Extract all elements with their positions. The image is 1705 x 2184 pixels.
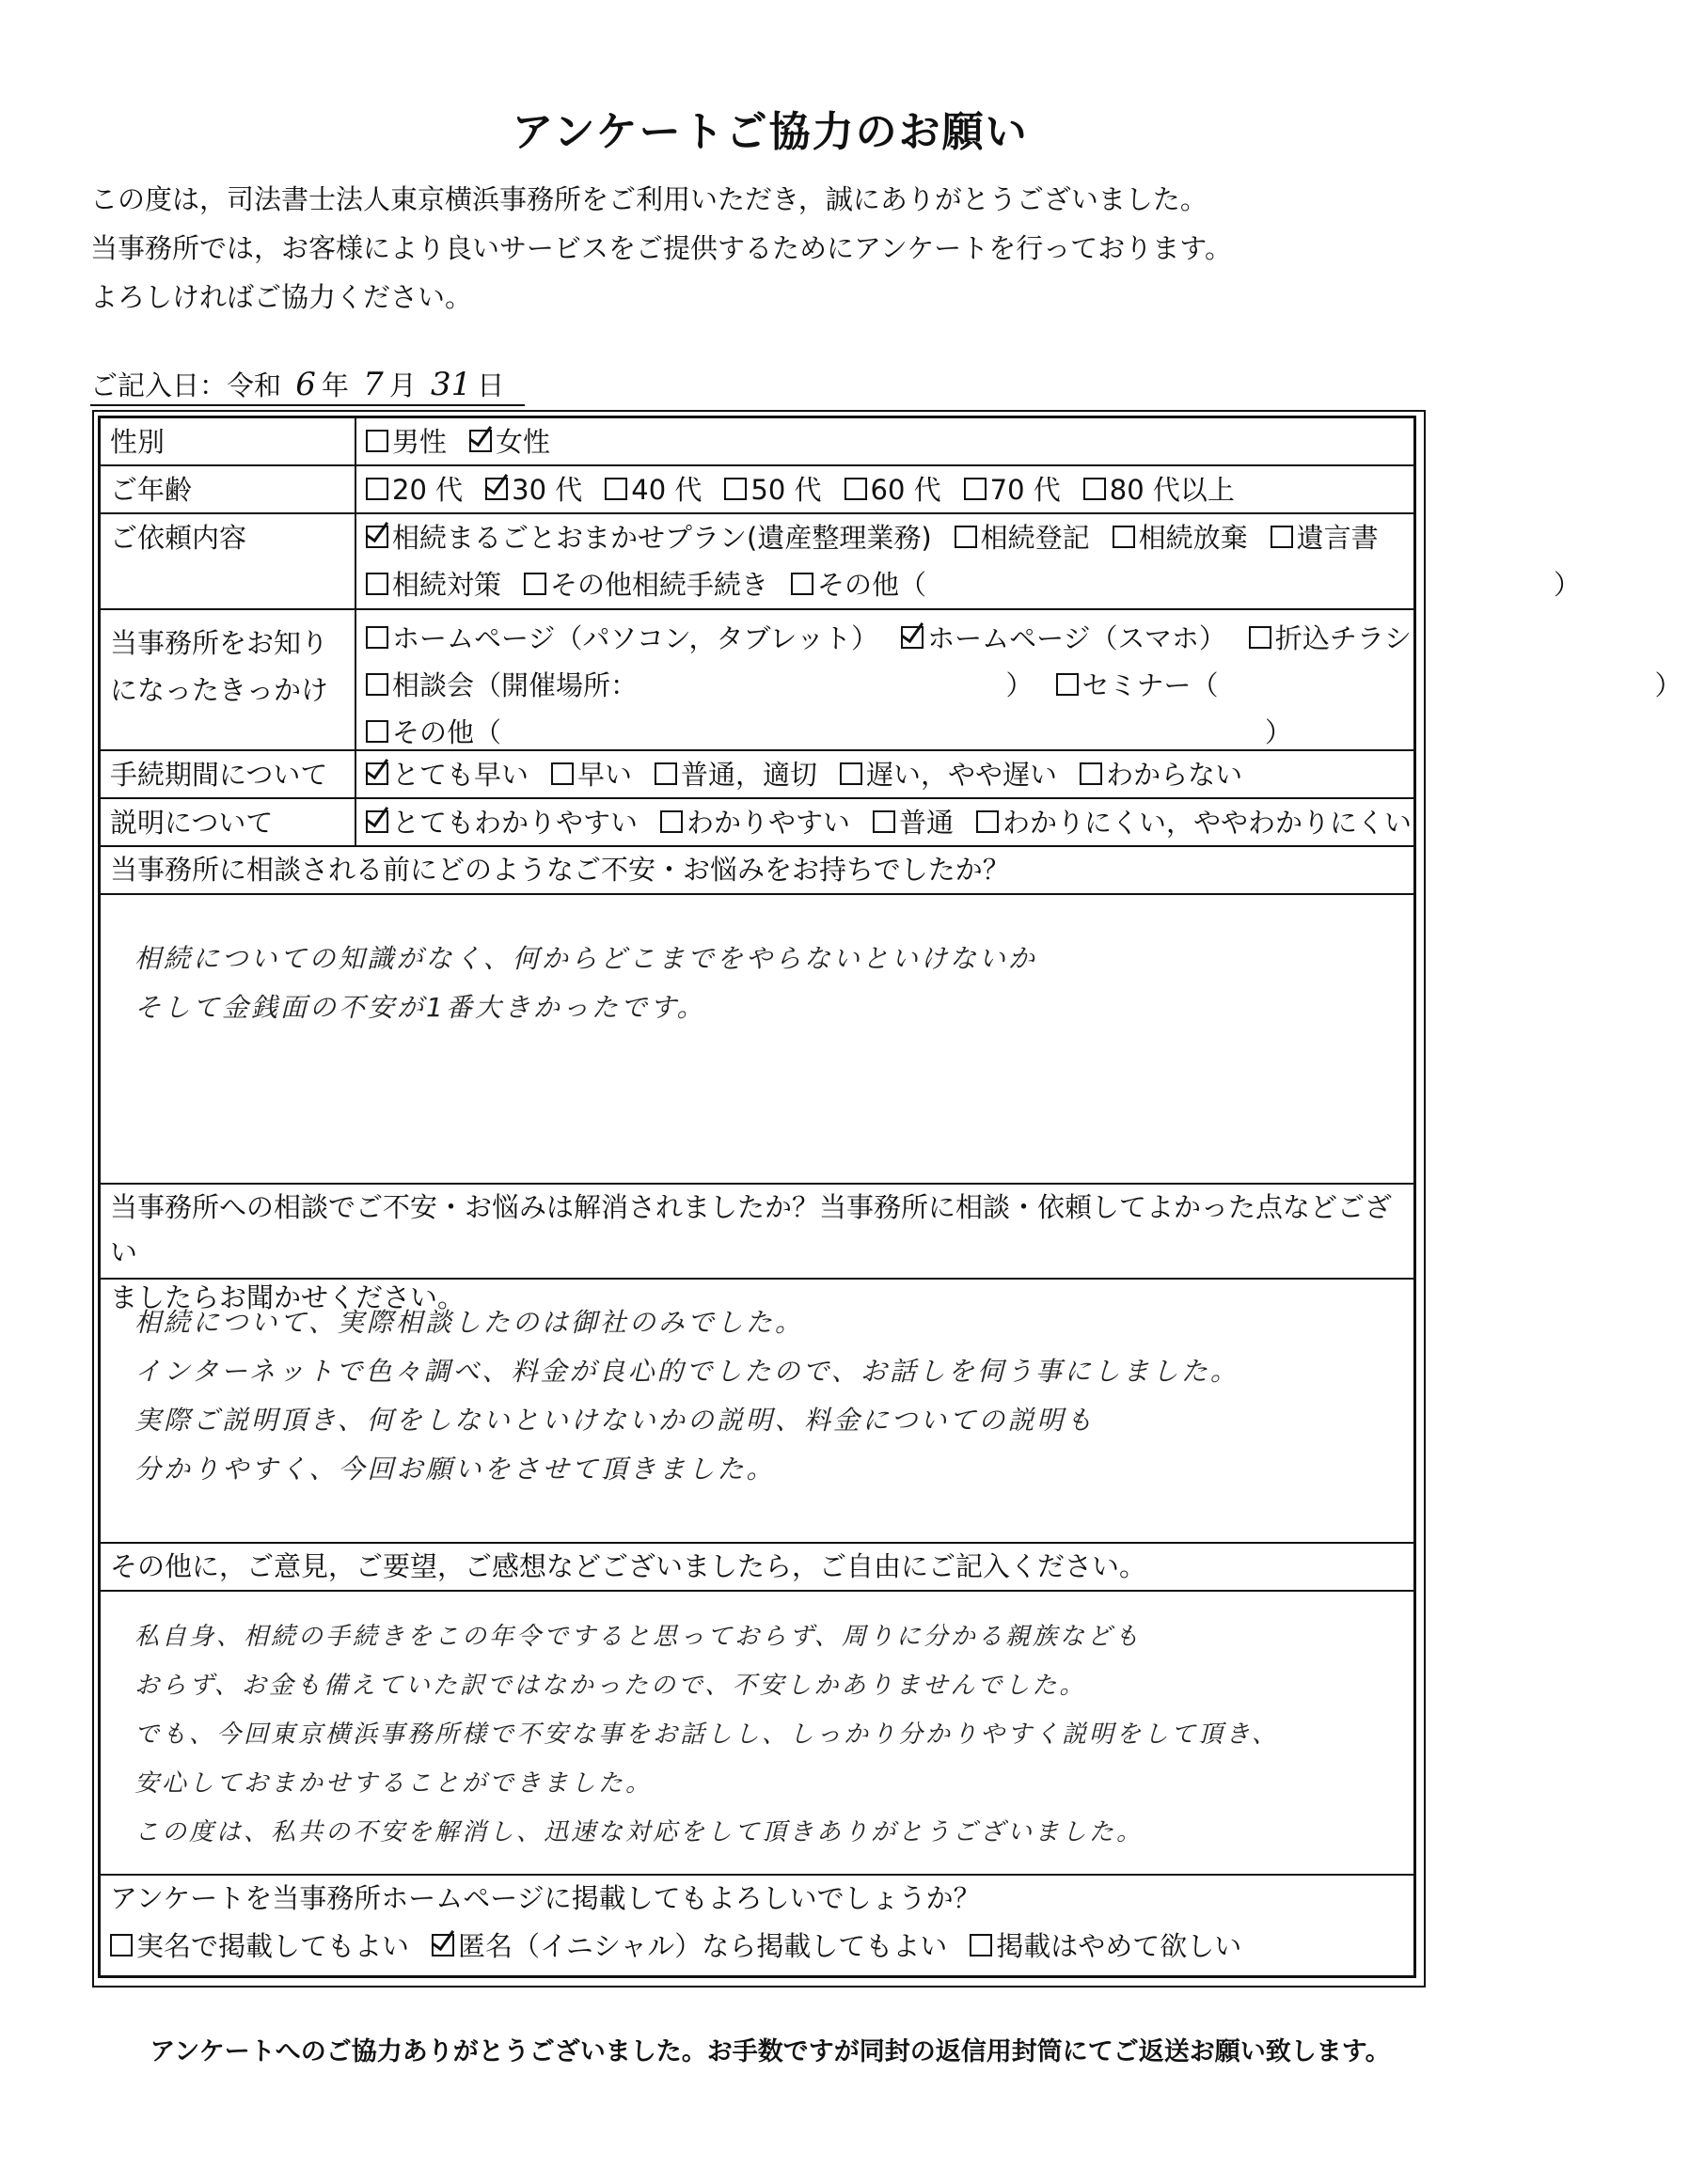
checkbox-option[interactable] bbox=[366, 561, 501, 608]
checkbox-icon[interactable] bbox=[964, 478, 987, 500]
consent-question: アンケートを当事務所ホームページに掲載してもよろしいでしょうか？ bbox=[110, 1882, 981, 1914]
q2-question-line: 当事務所への相談でご不安・お悩みは解消されましたか？当事務所に相談・依頼してよかった点などござい bbox=[110, 1191, 1393, 1268]
day-unit: 日 bbox=[477, 369, 505, 401]
handwritten-line: 相続についての知識がなく、何からどこまでをやらないといけないか bbox=[134, 943, 1037, 974]
date-label: ご記入日：令和 bbox=[90, 369, 282, 401]
source-line bbox=[366, 615, 1705, 662]
checked-box-icon[interactable] bbox=[366, 810, 388, 833]
checkbox-option[interactable] bbox=[840, 751, 1057, 798]
checked-box-icon[interactable] bbox=[366, 762, 388, 785]
checkbox-icon[interactable] bbox=[366, 478, 388, 500]
source-label-line: 当事務所をお知り bbox=[110, 627, 329, 659]
q2-answer bbox=[134, 1298, 1239, 1494]
checkbox-option[interactable] bbox=[1271, 514, 1379, 561]
handwritten-line: そして金銭面の不安が1番大きかったです。 bbox=[134, 992, 706, 1023]
checkbox-option[interactable] bbox=[366, 799, 638, 846]
option-label: 匿名（イニシャル）なら掲載してもよい bbox=[458, 1930, 948, 1962]
option-label: 男性 bbox=[392, 426, 448, 458]
checkbox-icon[interactable] bbox=[1080, 762, 1102, 785]
date-month[interactable]: 7 bbox=[363, 366, 384, 403]
gender-row bbox=[101, 418, 1413, 466]
entry-date bbox=[90, 365, 504, 403]
option-label: 70 代 bbox=[989, 474, 1061, 506]
option-label: 掲載はやめて欲しい bbox=[996, 1930, 1242, 1962]
handwritten-line: 実際ご説明頂き、何をしないといけないかの説明、料金についての説明も bbox=[134, 1405, 1096, 1436]
checkbox-icon[interactable] bbox=[1113, 526, 1135, 548]
handwritten-line: 分かりやすく、今回お願いをさせて頂きました。 bbox=[134, 1453, 776, 1485]
date-day[interactable]: 31 bbox=[430, 366, 472, 403]
q3-question-row bbox=[101, 1544, 1413, 1592]
checkbox-option[interactable] bbox=[655, 751, 817, 798]
consent-options bbox=[110, 1923, 1264, 1970]
intro-line: よろしければご協力ください。 bbox=[90, 281, 473, 313]
handwritten-line: 相続について、実際相談したのは御社のみでした。 bbox=[134, 1307, 804, 1338]
gender-label: 性別 bbox=[101, 418, 356, 464]
source-row bbox=[101, 610, 1682, 751]
option-label: 30 代 bbox=[512, 474, 583, 506]
option-label: ホームページ（スマホ） bbox=[927, 622, 1226, 654]
checkbox-option[interactable] bbox=[955, 514, 1090, 561]
checkbox-icon[interactable] bbox=[724, 478, 747, 500]
checked-box-icon[interactable] bbox=[366, 526, 388, 548]
checkbox-option[interactable] bbox=[366, 418, 447, 465]
option-label: 20 代 bbox=[392, 474, 464, 506]
checkbox-icon[interactable] bbox=[366, 573, 388, 595]
consent-row bbox=[101, 1876, 1413, 1975]
option-label: 相続対策 bbox=[392, 569, 502, 601]
source-label bbox=[101, 610, 356, 749]
source-line bbox=[366, 662, 1705, 709]
checkbox-icon[interactable] bbox=[110, 1934, 133, 1956]
option-label: 遺言書 bbox=[1296, 522, 1379, 554]
checked-box-icon[interactable] bbox=[485, 478, 508, 500]
checkbox-icon[interactable] bbox=[1083, 478, 1106, 500]
option-label: 相続登記 bbox=[980, 522, 1090, 554]
checkbox-option[interactable] bbox=[1080, 751, 1242, 798]
checkbox-icon[interactable] bbox=[840, 762, 862, 785]
date-underline bbox=[90, 404, 525, 406]
handwritten-line: おらず、お金も備えていた訳ではなかったので、不安しかありませんでした。 bbox=[134, 1672, 1087, 1700]
checkbox-icon[interactable] bbox=[655, 762, 677, 785]
checkbox-icon[interactable] bbox=[1056, 673, 1079, 696]
checkbox-option[interactable] bbox=[901, 615, 1226, 662]
checkbox-option[interactable] bbox=[1056, 662, 1682, 709]
option-label: わからない bbox=[1106, 759, 1243, 791]
checkbox-option[interactable] bbox=[366, 709, 1292, 756]
checkbox-icon[interactable] bbox=[791, 573, 813, 595]
checkbox-option[interactable] bbox=[551, 751, 632, 798]
explanation-options bbox=[366, 799, 1434, 846]
year-unit: 年 bbox=[321, 369, 349, 401]
option-label: 普通 bbox=[899, 807, 955, 839]
checkbox-icon[interactable] bbox=[366, 673, 388, 696]
period-label: 手続期間について bbox=[101, 751, 356, 797]
option-label: 50 代 bbox=[750, 474, 822, 506]
option-label: 相続まるごとおまかせプラン(遺産整理業務) bbox=[392, 522, 932, 554]
source-options bbox=[366, 610, 1705, 756]
checkbox-icon[interactable] bbox=[873, 810, 895, 833]
checkbox-icon[interactable] bbox=[845, 478, 867, 500]
q2-answer-area[interactable] bbox=[101, 1280, 1413, 1544]
intro-line: この度は，司法書士法人東京横浜事務所をご利用いただき，誠にありがとうございました。 bbox=[90, 183, 1208, 215]
age-row bbox=[101, 466, 1413, 514]
checkbox-icon[interactable] bbox=[605, 478, 627, 500]
checkbox-option[interactable] bbox=[485, 466, 582, 513]
intro-text bbox=[90, 175, 1232, 322]
checkbox-option[interactable] bbox=[605, 466, 702, 513]
checkbox-option[interactable] bbox=[366, 662, 1034, 709]
checkbox-option[interactable] bbox=[1249, 615, 1412, 662]
source-label-line: になったきっかけ bbox=[110, 674, 329, 706]
checkbox-option[interactable] bbox=[366, 466, 463, 513]
option-label: 折込チラシ bbox=[1274, 622, 1412, 654]
checkbox-icon[interactable] bbox=[366, 430, 388, 452]
page-title: アンケートご協力のお願い bbox=[512, 108, 1029, 156]
option-label: 80 代以上 bbox=[1109, 474, 1235, 506]
option-label: 遅い，やや遅い bbox=[866, 759, 1058, 791]
request-row bbox=[101, 514, 1582, 610]
month-unit: 月 bbox=[388, 369, 417, 401]
option-label: とても早い bbox=[392, 759, 529, 791]
q2-question-row bbox=[101, 1185, 1413, 1313]
option-label: 相談会（開催場所： ） bbox=[392, 669, 1034, 701]
option-label: 女性 bbox=[496, 426, 551, 458]
checkbox-icon[interactable] bbox=[976, 810, 999, 833]
q1-question: 当事務所に相談される前にどのようなご不安・お悩みをお持ちでしたか？ bbox=[110, 854, 1010, 886]
date-year[interactable]: 6 bbox=[295, 366, 316, 403]
checkbox-icon[interactable] bbox=[366, 720, 388, 743]
handwritten-line: インターネットで色々調べ、料金が良心的でしたので、お話しを伺う事にしました。 bbox=[134, 1356, 1239, 1387]
option-label: その他（ ） bbox=[817, 569, 1582, 601]
q1-answer-area[interactable] bbox=[101, 895, 1413, 1185]
checkbox-option[interactable] bbox=[1083, 466, 1235, 513]
checkbox-icon[interactable] bbox=[551, 762, 574, 785]
survey-form bbox=[98, 416, 1682, 1978]
handwritten-line: 私自身、相続の手続きをこの年令ですると思っておらず、周りに分かる親族なども bbox=[134, 1623, 1142, 1651]
footer-thanks: アンケートへのご協力ありがとうございました。お手数ですが同封の返信用封筒にてご返送お願い致します。 bbox=[150, 2037, 1391, 2066]
checked-box-icon[interactable] bbox=[901, 626, 924, 649]
request-label: ご依頼内容 bbox=[101, 514, 356, 608]
checkbox-option[interactable] bbox=[366, 751, 529, 798]
checkbox-option[interactable] bbox=[1113, 514, 1248, 561]
q2-question-line: ましたらお聞かせください。 bbox=[110, 1281, 466, 1313]
checkbox-icon[interactable] bbox=[1271, 526, 1293, 548]
checkbox-option[interactable] bbox=[469, 418, 550, 465]
q3-answer bbox=[134, 1612, 1279, 1857]
checkbox-icon[interactable] bbox=[366, 626, 388, 649]
handwritten-line: この度は、私共の不安を解消し、迅速な対応をして頂きありがとうございました。 bbox=[134, 1818, 1145, 1846]
handwritten-line: 安心しておまかせすることができました。 bbox=[134, 1769, 654, 1798]
checkbox-icon[interactable] bbox=[970, 1934, 992, 1956]
q3-question: その他に，ご意見，ご要望，ご感想などございましたら，ご自由にご記入ください。 bbox=[110, 1550, 1147, 1582]
checkbox-option[interactable] bbox=[432, 1923, 947, 1970]
checkbox-option[interactable] bbox=[524, 561, 768, 608]
checkbox-option[interactable] bbox=[976, 799, 1412, 846]
option-label: 40 代 bbox=[631, 474, 703, 506]
checkbox-option[interactable] bbox=[724, 466, 821, 513]
q1-question-row bbox=[101, 847, 1413, 895]
option-label: その他相続手続き bbox=[550, 569, 769, 601]
request-line bbox=[366, 561, 1603, 608]
option-label: わかりにくい，ややわかりにくい bbox=[1002, 807, 1413, 839]
checkbox-option[interactable] bbox=[845, 466, 941, 513]
period-row bbox=[101, 751, 1413, 799]
option-label: 実名で掲載してもよい bbox=[136, 1930, 410, 1962]
age-label: ご年齢 bbox=[101, 466, 356, 512]
checkbox-option[interactable] bbox=[660, 799, 850, 846]
period-options bbox=[366, 751, 1265, 798]
checkbox-option[interactable] bbox=[873, 799, 954, 846]
checked-box-icon[interactable] bbox=[469, 430, 492, 452]
age-options bbox=[366, 466, 1257, 513]
request-options bbox=[366, 514, 1603, 608]
option-label: わかりやすい bbox=[687, 807, 851, 839]
checkbox-option[interactable] bbox=[366, 615, 878, 662]
intro-line: 当事務所では，お客様により良いサービスをご提供するためにアンケートを行っております。 bbox=[90, 232, 1232, 264]
option-label: 早い bbox=[577, 759, 633, 791]
explanation-row bbox=[101, 799, 1413, 847]
checked-box-icon[interactable] bbox=[432, 1934, 454, 1956]
checkbox-icon[interactable] bbox=[1249, 626, 1271, 649]
checkbox-option[interactable] bbox=[110, 1923, 409, 1970]
checkbox-option[interactable] bbox=[366, 514, 932, 561]
checkbox-icon[interactable] bbox=[955, 526, 977, 548]
checkbox-option[interactable] bbox=[964, 466, 1061, 513]
option-label: 60 代 bbox=[870, 474, 941, 506]
request-line bbox=[366, 514, 1603, 561]
checkbox-icon[interactable] bbox=[524, 573, 546, 595]
option-label: 相続放棄 bbox=[1138, 522, 1248, 554]
option-label: その他（ ） bbox=[392, 716, 1293, 748]
checkbox-option[interactable] bbox=[970, 1923, 1241, 1970]
option-label: とてもわかりやすい bbox=[392, 807, 639, 839]
checkbox-option[interactable] bbox=[791, 561, 1581, 608]
checkbox-icon[interactable] bbox=[660, 810, 683, 833]
source-line bbox=[366, 709, 1705, 756]
handwritten-line: でも、今回東京横浜事務所様で不安な事をお話しし、しっかり分かりやすく説明をして頂き、 bbox=[134, 1720, 1279, 1749]
explanation-label: 説明について bbox=[101, 799, 356, 845]
option-label: 普通，適切 bbox=[681, 759, 818, 791]
q3-answer-area[interactable] bbox=[101, 1592, 1413, 1876]
gender-options bbox=[366, 418, 573, 465]
q1-answer bbox=[134, 935, 1037, 1032]
option-label: ホームページ（パソコン，タブレット） bbox=[392, 622, 879, 654]
option-label: セミナー（ ） bbox=[1081, 669, 1682, 701]
